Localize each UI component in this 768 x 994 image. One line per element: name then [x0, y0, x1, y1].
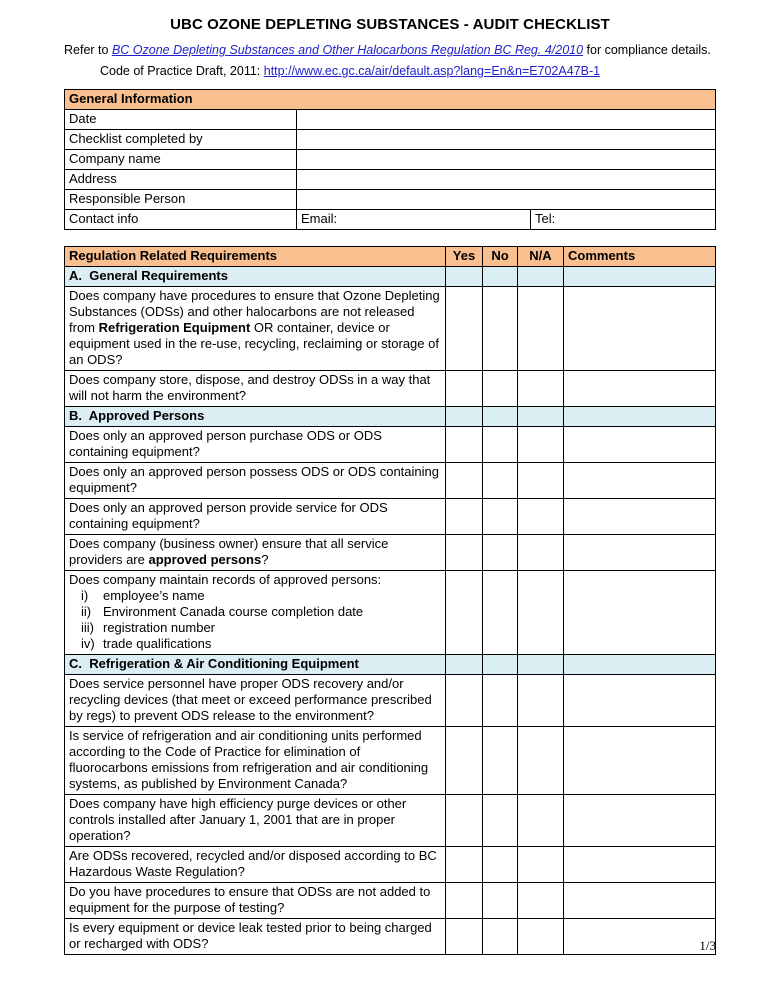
yes-cell [446, 427, 483, 463]
question-text: Do you have procedures to ensure that ODSs are not added to equipment for the purpose of testing? [65, 883, 446, 919]
general-info-row [65, 170, 716, 190]
no-cell [483, 919, 518, 955]
comments-cell [564, 883, 716, 919]
comments-cell [564, 847, 716, 883]
page-title: UBC OZONE DEPLETING SUBSTANCES - AUDIT CHECKLIST [170, 16, 610, 33]
no-column-header: No [483, 247, 518, 267]
na-cell [518, 883, 564, 919]
question-text: Does company maintain records of approved persons: i) employee’s name ii) Environment Canada course completion date iii) registration number iv) trade qualifications [65, 571, 446, 655]
question-text: Does company (business owner) ensure that all service providers are approved persons? [65, 535, 446, 571]
field-value-cell [297, 110, 716, 130]
checklist-table [64, 246, 716, 955]
na-cell [518, 407, 564, 427]
yes-cell [446, 499, 483, 535]
question-row [65, 499, 716, 535]
question-row [65, 847, 716, 883]
na-cell [518, 267, 564, 287]
list-item: iii) registration number [81, 620, 215, 635]
refer-suffix: for compliance details. [583, 43, 711, 57]
na-cell [518, 463, 564, 499]
question-row [65, 535, 716, 571]
yes-column-header: Yes [446, 247, 483, 267]
question-row [65, 371, 716, 407]
comments-cell [564, 675, 716, 727]
question-row [65, 727, 716, 795]
question-text: Is service of refrigeration and air conditioning units performed according to the Code of Practice for elimination of fluorocarbons emissions from refrigeration and air conditioning systems, as published by Environment Canada? [65, 727, 446, 795]
na-cell [518, 655, 564, 675]
yes-cell [446, 267, 483, 287]
yes-cell [446, 675, 483, 727]
general-info-contact-row [65, 210, 716, 230]
section-header-row [65, 655, 716, 675]
field-label: Checklist completed by [65, 130, 297, 150]
code-prefix: Code of Practice Draft, 2011: [100, 64, 264, 78]
refer-line [64, 43, 716, 58]
checklist-header-row [65, 247, 716, 267]
question-text: Does only an approved person possess ODS or ODS containing equipment? [65, 463, 446, 499]
comments-cell [564, 287, 716, 371]
na-cell [518, 795, 564, 847]
question-text: Is every equipment or device leak tested prior to being charged or recharged with ODS? [65, 919, 446, 955]
no-cell [483, 267, 518, 287]
list-item: ii) Environment Canada course completion date [81, 604, 364, 619]
field-label: Company name [65, 150, 297, 170]
comments-cell [564, 499, 716, 535]
general-info-header: General Information [65, 90, 716, 110]
question-text: Does company store, dispose, and destroy ODSs in a way that will not harm the environment? [65, 371, 446, 407]
no-cell [483, 847, 518, 883]
question-text: Are ODSs recovered, recycled and/or disposed according to BC Hazardous Waste Regulation? [65, 847, 446, 883]
na-cell [518, 427, 564, 463]
yes-cell [446, 407, 483, 427]
tel-field-cell: Tel: [531, 210, 716, 230]
yes-cell [446, 571, 483, 655]
no-cell [483, 655, 518, 675]
comments-cell [564, 727, 716, 795]
na-cell [518, 919, 564, 955]
regulation-link[interactable]: BC Ozone Depleting Substances and Other Halocarbons Regulation BC Reg. 4/2010 [111, 43, 584, 57]
field-label: Date [65, 110, 297, 130]
no-cell [483, 407, 518, 427]
na-cell [518, 727, 564, 795]
field-label: Contact info [65, 210, 297, 230]
section-title: A. General Requirements [65, 267, 446, 287]
list-item: iv) trade qualifications [81, 636, 212, 651]
general-information-table [64, 89, 716, 230]
no-cell [483, 427, 518, 463]
question-text: Does only an approved person purchase ODS or ODS containing equipment? [65, 427, 446, 463]
no-cell [483, 535, 518, 571]
comments-cell [564, 463, 716, 499]
question-row [65, 427, 716, 463]
na-cell [518, 287, 564, 371]
comments-cell [564, 655, 716, 675]
page-number: 1/3 [699, 938, 716, 953]
email-field-cell: Email: [297, 210, 531, 230]
yes-cell [446, 655, 483, 675]
code-of-practice-link[interactable]: http://www.ec.gc.ca/air/default.asp?lang=En&n=E702A47B-1 [263, 64, 601, 78]
general-info-row [65, 190, 716, 210]
no-cell [483, 727, 518, 795]
na-cell [518, 371, 564, 407]
section-header-row [65, 407, 716, 427]
yes-cell [446, 919, 483, 955]
comments-cell [564, 535, 716, 571]
no-cell [483, 371, 518, 407]
na-cell [518, 847, 564, 883]
general-info-header-row [65, 90, 716, 110]
comments-column-header: Comments [564, 247, 716, 267]
code-of-practice-line [64, 64, 716, 79]
na-column-header: N/A [518, 247, 564, 267]
question-text: Does service personnel have proper ODS recovery and/or recycling devices (that meet or exceed performance prescribed by regs) to prevent ODS release to the environment? [65, 675, 446, 727]
question-row [65, 463, 716, 499]
yes-cell [446, 287, 483, 371]
yes-cell [446, 847, 483, 883]
comments-cell [564, 795, 716, 847]
question-row [65, 675, 716, 727]
field-value-cell [297, 170, 716, 190]
no-cell [483, 675, 518, 727]
yes-cell [446, 535, 483, 571]
yes-cell [446, 371, 483, 407]
yes-cell [446, 463, 483, 499]
field-label: Address [65, 170, 297, 190]
no-cell [483, 499, 518, 535]
comments-cell [564, 267, 716, 287]
list-item: i) employee’s name [81, 588, 205, 603]
field-value-cell [297, 130, 716, 150]
na-cell [518, 535, 564, 571]
question-text: Does only an approved person provide service for ODS containing equipment? [65, 499, 446, 535]
no-cell [483, 795, 518, 847]
na-cell [518, 675, 564, 727]
yes-cell [446, 883, 483, 919]
general-info-row [65, 130, 716, 150]
comments-cell [564, 919, 716, 955]
section-title: C. Refrigeration & Air Conditioning Equipment [65, 655, 446, 675]
question-row [65, 287, 716, 371]
field-label: Responsible Person [65, 190, 297, 210]
yes-cell [446, 727, 483, 795]
question-row [65, 571, 716, 655]
refer-prefix: Refer to [64, 43, 112, 57]
section-title: B. Approved Persons [65, 407, 446, 427]
question-row [65, 919, 716, 955]
no-cell [483, 571, 518, 655]
question-text: Does company have procedures to ensure that Ozone Depleting Substances (ODSs) and other halocarbons are not released from Refrigeration Equipment OR container, device or equipment used in the re-use, recycling, reclaiming or storage of an ODS? [65, 287, 446, 371]
question-row [65, 883, 716, 919]
question-row [65, 795, 716, 847]
na-cell [518, 499, 564, 535]
general-info-row [65, 150, 716, 170]
field-value-cell [297, 190, 716, 210]
na-cell [518, 571, 564, 655]
general-info-row [65, 110, 716, 130]
comments-cell [564, 407, 716, 427]
comments-cell [564, 371, 716, 407]
no-cell [483, 463, 518, 499]
field-value-cell [297, 150, 716, 170]
no-cell [483, 287, 518, 371]
question-text: Does company have high efficiency purge devices or other controls installed after January 1, 2001 that are in proper operation? [65, 795, 446, 847]
comments-cell [564, 427, 716, 463]
requirements-column-header: Regulation Related Requirements [65, 247, 446, 267]
comments-cell [564, 571, 716, 655]
no-cell [483, 883, 518, 919]
yes-cell [446, 795, 483, 847]
section-header-row [65, 267, 716, 287]
